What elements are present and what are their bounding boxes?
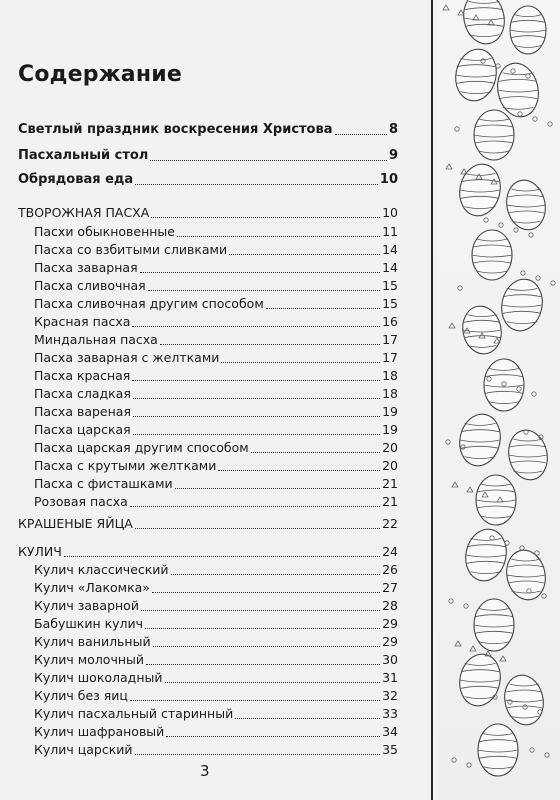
dot-leader — [133, 398, 380, 399]
toc-entry-title: Пасха сладкая — [34, 386, 131, 401]
egg-icon — [510, 6, 546, 54]
dot-ornament-icon — [458, 286, 462, 290]
toc-entry-title: Пасха заварная — [34, 260, 138, 275]
egg-icon — [504, 427, 552, 484]
toc-entry-title: Кулич царский — [34, 742, 133, 757]
toc-entry-page: 29 — [382, 634, 398, 649]
dot-ornament-icon — [532, 392, 536, 396]
toc-entry[interactable] — [18, 384, 398, 402]
dot-leader — [135, 528, 380, 529]
egg-icon — [451, 45, 501, 104]
dot-leader — [165, 682, 381, 683]
toc-entry-page: 20 — [382, 440, 398, 455]
toc-entry-page: 18 — [382, 368, 398, 383]
toc-entry-title: Пасха красная — [34, 368, 131, 383]
toc-entry-title: Кулич ванильный — [34, 634, 151, 649]
egg-icon — [502, 547, 550, 604]
toc-entry-page: 17 — [382, 350, 398, 365]
dot-leader — [152, 592, 380, 593]
toc-entry-page: 17 — [382, 332, 398, 347]
dot-ornament-icon — [545, 753, 549, 757]
toc-entry-title: Кулич шафрановый — [34, 724, 165, 739]
toc-entry-title: Пасха сливочная другим способом — [34, 296, 264, 311]
dot-leader — [133, 416, 380, 417]
dot-ornament-icon — [446, 164, 452, 169]
dot-leader — [135, 184, 378, 185]
toc-entry[interactable] — [18, 578, 398, 596]
dot-ornament-icon — [536, 276, 540, 280]
toc-entry-page: 9 — [388, 148, 398, 163]
page-number: 3 — [200, 762, 210, 780]
toc-entry[interactable] — [18, 203, 398, 221]
dot-leader — [132, 380, 380, 381]
dot-ornament-icon — [449, 323, 455, 328]
dot-leader — [135, 754, 381, 755]
toc-entry-title: Светлый праздник воскресения Христова — [18, 122, 333, 137]
toc-entry[interactable] — [18, 596, 398, 614]
toc-entry-page: 10 — [382, 205, 398, 220]
dot-ornament-icon — [551, 281, 555, 285]
dot-leader — [251, 452, 380, 453]
egg-icon — [455, 650, 505, 709]
toc-entry-page: 14 — [382, 242, 398, 257]
dot-leader — [171, 574, 381, 575]
toc-entry[interactable] — [18, 560, 398, 578]
egg-icon — [497, 275, 547, 334]
toc-entry-page: 21 — [382, 476, 398, 491]
toc-entry[interactable] — [18, 704, 398, 722]
toc-entry-title: Пасха со взбитыми сливками — [34, 242, 228, 257]
dot-leader — [150, 160, 387, 161]
dot-leader — [335, 134, 387, 135]
dot-leader — [218, 470, 380, 471]
toc-entry-title: Пасха с крутыми желтками — [34, 458, 217, 473]
toc-entry[interactable] — [18, 222, 398, 240]
dot-ornament-icon — [514, 228, 518, 232]
toc-entry[interactable] — [18, 294, 398, 312]
dot-leader — [229, 254, 380, 255]
page-title: Содержание — [18, 62, 182, 87]
toc-entry-title: Миндальная пасха — [34, 332, 158, 347]
dot-ornament-icon — [446, 440, 450, 444]
dot-leader — [130, 700, 380, 701]
dot-ornament-icon — [521, 271, 525, 275]
toc-entry[interactable] — [18, 170, 398, 188]
toc-entry-page: 19 — [382, 422, 398, 437]
toc-entry-page: 16 — [382, 314, 398, 329]
dot-ornament-icon — [455, 127, 459, 131]
toc-entry-page: 30 — [382, 652, 398, 667]
toc-entry-page: 11 — [382, 224, 398, 239]
toc-entry[interactable] — [18, 740, 398, 758]
dot-leader — [153, 646, 381, 647]
toc-entry-title: Кулич шоколадный — [34, 670, 163, 685]
egg-icon — [502, 177, 550, 234]
toc-entry[interactable] — [18, 438, 398, 456]
toc-entry-title: Кулич пасхальный старинный — [34, 706, 234, 721]
toc-entry[interactable] — [18, 632, 398, 650]
dot-leader — [235, 718, 380, 719]
toc-entry[interactable] — [18, 492, 398, 510]
toc-entry-title: Кулич классический — [34, 562, 169, 577]
toc-entry[interactable] — [18, 686, 398, 704]
dot-leader — [175, 488, 380, 489]
toc-entry-title: Пасхи обыкновенные — [34, 224, 175, 239]
dot-leader — [140, 272, 381, 273]
dot-ornament-icon — [470, 646, 476, 651]
dot-ornament-icon — [464, 604, 468, 608]
toc-entry[interactable] — [18, 240, 398, 258]
dot-leader — [133, 434, 380, 435]
border-divider — [431, 0, 433, 800]
toc-entry-title: ТВОРОЖНАЯ ПАСХА — [18, 205, 150, 220]
toc-entry-title: КУЛИЧ — [18, 544, 62, 559]
toc-entry-page: 32 — [382, 688, 398, 703]
toc-entry[interactable] — [18, 722, 398, 740]
dot-ornament-icon — [499, 223, 503, 227]
dot-leader — [145, 628, 380, 629]
dot-ornament-icon — [529, 233, 533, 237]
dot-ornament-icon — [458, 10, 464, 15]
toc-entry-page: 33 — [382, 706, 398, 721]
toc-entry[interactable] — [18, 514, 398, 532]
dot-leader — [141, 610, 380, 611]
toc-entry[interactable] — [18, 420, 398, 438]
toc-entry-page: 10 — [379, 172, 398, 187]
toc-entry[interactable] — [18, 456, 398, 474]
toc-entry-title: КРАШЕНЫЕ ЯЙЦА — [18, 516, 133, 531]
dot-ornament-icon — [449, 599, 453, 603]
egg-icon — [484, 359, 524, 411]
toc-entry-page: 15 — [382, 278, 398, 293]
toc-entry-title: Бабушкин кулич — [34, 616, 144, 631]
dot-ornament-icon — [452, 758, 456, 762]
toc-entry-title: Пасха вареная — [34, 404, 131, 419]
dot-ornament-icon — [520, 546, 524, 550]
toc-entry-page: 18 — [382, 386, 398, 401]
dot-leader — [151, 217, 380, 218]
toc-entry-page: 14 — [382, 260, 398, 275]
dot-ornament-icon — [548, 122, 552, 126]
easter-eggs-border-icon — [436, 0, 560, 800]
dot-ornament-icon — [535, 551, 539, 555]
dot-leader — [148, 290, 380, 291]
toc-entry-title: Пасха сливочная — [34, 278, 146, 293]
toc-entry-page: 35 — [382, 742, 398, 757]
toc-entry[interactable] — [18, 120, 398, 138]
toc-entry[interactable] — [18, 366, 398, 384]
dot-ornament-icon — [443, 5, 449, 10]
toc-entry[interactable] — [18, 614, 398, 632]
toc-entry-page: 22 — [382, 516, 398, 531]
toc-entry[interactable] — [18, 402, 398, 420]
dot-ornament-icon — [533, 117, 537, 121]
toc-entry-title: Пасха с фисташками — [34, 476, 173, 491]
toc-entry-title: Пасхальный стол — [18, 148, 149, 163]
dot-ornament-icon — [467, 487, 473, 492]
toc-entry-page: 19 — [382, 404, 398, 419]
egg-icon — [500, 672, 548, 729]
toc-entry-page: 34 — [382, 724, 398, 739]
toc-entry-title: Кулич «Лакомка» — [34, 580, 150, 595]
toc-entry-page: 31 — [382, 670, 398, 685]
toc-entry-page: 20 — [382, 458, 398, 473]
egg-icon — [476, 475, 516, 525]
dot-leader — [177, 236, 380, 237]
dot-leader — [64, 556, 380, 557]
egg-icon — [455, 410, 505, 469]
toc-entry[interactable] — [18, 276, 398, 294]
toc-entry-page: 21 — [382, 494, 398, 509]
egg-icon — [472, 230, 512, 280]
egg-icon — [474, 599, 514, 651]
dot-ornament-icon — [530, 748, 534, 752]
toc-entry[interactable] — [18, 258, 398, 276]
toc-entry-title: Розовая пасха — [34, 494, 128, 509]
egg-icon — [455, 160, 505, 219]
toc-entry-title: Кулич заварной — [34, 598, 139, 613]
dot-leader — [221, 362, 380, 363]
dot-ornament-icon — [484, 218, 488, 222]
egg-icon — [459, 0, 509, 48]
toc-entry[interactable] — [18, 330, 398, 348]
dot-leader — [132, 326, 380, 327]
toc-entry-title: Красная пасха — [34, 314, 131, 329]
toc-entry-page: 8 — [388, 122, 398, 137]
toc-entry[interactable] — [18, 542, 398, 560]
egg-icon — [478, 724, 518, 776]
toc-entry-page: 29 — [382, 616, 398, 631]
toc-entry-title: Кулич молочный — [34, 652, 145, 667]
dot-leader — [266, 308, 380, 309]
toc-entry[interactable] — [18, 146, 398, 164]
dot-leader — [166, 736, 380, 737]
toc-entry-page: 15 — [382, 296, 398, 311]
toc-entry-page: 24 — [382, 544, 398, 559]
toc-entry-title: Кулич без яиц — [34, 688, 128, 703]
dot-leader — [160, 344, 380, 345]
dot-ornament-icon — [496, 64, 500, 68]
egg-icon — [474, 110, 514, 160]
toc-entry-page: 26 — [382, 562, 398, 577]
toc-entry-page: 27 — [382, 580, 398, 595]
toc-entry[interactable] — [18, 668, 398, 686]
toc-entry-title: Пасха заварная с желтками — [34, 350, 220, 365]
dot-leader — [130, 506, 380, 507]
dot-ornament-icon — [461, 169, 467, 174]
toc-entry[interactable] — [18, 474, 398, 492]
dot-ornament-icon — [455, 641, 461, 646]
egg-icon — [461, 525, 511, 584]
toc-entry[interactable] — [18, 312, 398, 330]
toc-entry-title: Обрядовая еда — [18, 172, 134, 187]
toc-entry-page: 28 — [382, 598, 398, 613]
toc-entry-title: Пасха царская другим способом — [34, 440, 249, 455]
dot-leader — [146, 664, 380, 665]
dot-ornament-icon — [452, 482, 458, 487]
dot-ornament-icon — [467, 763, 471, 767]
toc-entry[interactable] — [18, 650, 398, 668]
dot-ornament-icon — [500, 656, 506, 661]
toc-entry-title: Пасха царская — [34, 422, 131, 437]
dot-ornament-icon — [542, 594, 546, 598]
toc-entry[interactable] — [18, 348, 398, 366]
